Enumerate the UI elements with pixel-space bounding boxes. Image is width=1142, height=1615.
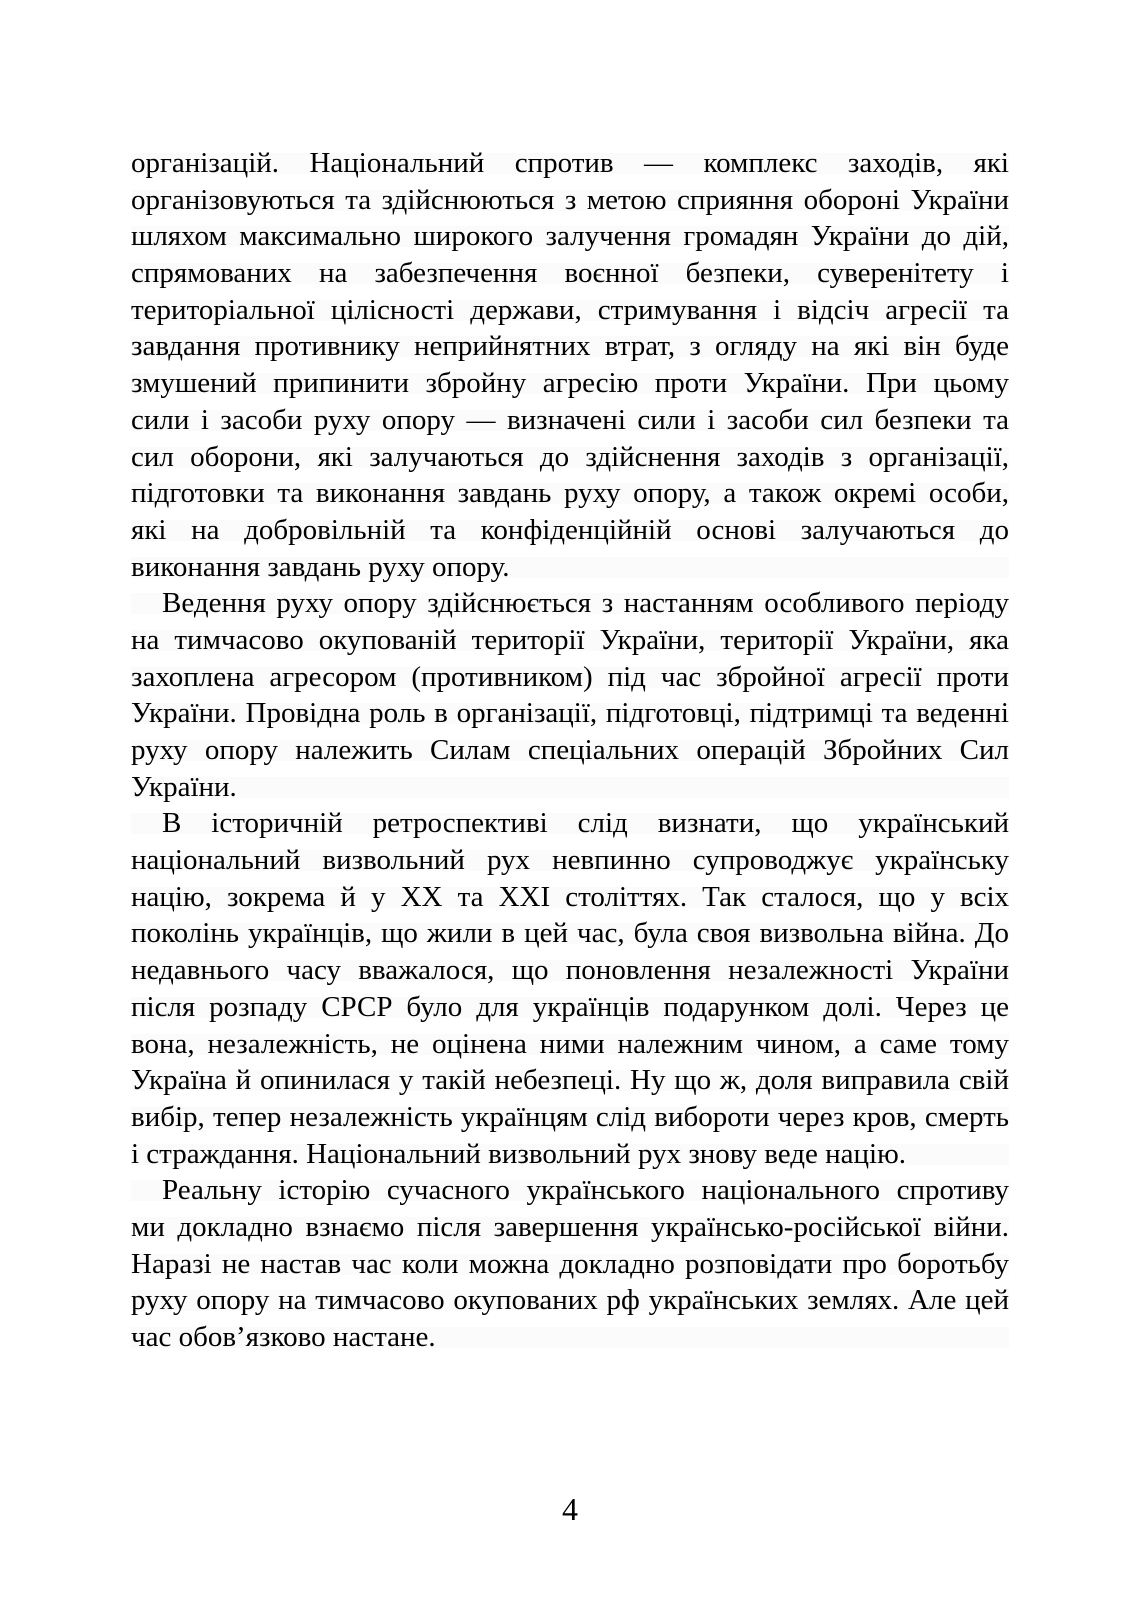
text-line: Ведення руху опору здійснюється з настанням особливого періоду [131, 585, 1009, 622]
page-number: 4 [562, 1491, 578, 1527]
text-line: поколінь українців, що жили в цей час, була своя визвольна війна. До [131, 915, 1009, 952]
text-line: вибір, тепер незалежність українцям слід вибороти через кров, смерть [131, 1099, 1009, 1136]
text-line: підготовки та виконання завдань руху опору, а також окремі особи, [131, 475, 1009, 512]
text-line: ми докладно взнаємо після завершення українсько-російської війни. [131, 1209, 1009, 1246]
text-line: недавнього часу вважалося, що поновлення незалежності України [131, 952, 1009, 989]
text-line: України. Провідна роль в організації, підготовці, підтримці та веденні [131, 695, 1009, 732]
text-line: Україна й опинилася у такій небезпеці. Ну що ж, доля виправила свій [131, 1062, 1009, 1099]
text-line: які на добровільній та конфіденційній основі залучаються до [131, 512, 1009, 549]
text-line: час обов’язково настане. [131, 1319, 1009, 1356]
text-line: після розпаду СРСР було для українців подарунком долі. Через це [131, 989, 1009, 1026]
text-line: на тимчасово окупованій території України, території України, яка [131, 622, 1009, 659]
text-line: сил оборони, які залучаються до здійснення заходів з організації, [131, 439, 1009, 476]
text-line: виконання завдань руху опору. [131, 549, 1009, 586]
text-line: змушений припинити збройну агресію проти України. При цьому [131, 365, 1009, 402]
text-line: руху опору на тимчасово окупованих рф українських землях. Але цей [131, 1282, 1009, 1319]
text-line: В історичній ретроспективі слід визнати, що український [131, 805, 1009, 842]
text-line: вона, незалежність, не оцінена ними належним чином, а саме тому [131, 1026, 1009, 1063]
text-line: спрямованих на забезпечення воєнної безпеки, суверенітету і [131, 255, 1009, 292]
text-line: Реальну історію сучасного українського національного спротиву [131, 1172, 1009, 1209]
text-line: Наразі не настав час коли можна докладно розповідати про боротьбу [131, 1246, 1009, 1283]
text-line: територіальної цілісності держави, стримування і відсіч агресії та [131, 292, 1009, 329]
text-line: України. [131, 769, 1009, 806]
text-line: шляхом максимально широкого залучення громадян України до дій, [131, 218, 1009, 255]
page-text [131, 145, 1009, 1356]
text-line: захоплена агресором (противником) під час збройної агресії проти [131, 659, 1009, 696]
text-line: руху опору належить Силам спеціальних операцій Збройних Сил [131, 732, 1009, 769]
text-line: організацій. Національний спротив — комплекс заходів, які [131, 145, 1009, 182]
text-line: сили і засоби руху опору — визначені сили і засоби сил безпеки та [131, 402, 1009, 439]
text-line: націю, зокрема й у XX та XXI століттях. Так сталося, що у всіх [131, 879, 1009, 916]
text-line: і страждання. Національний визвольний рух знову веде націю. [131, 1136, 1009, 1173]
text-line: організовуються та здійснюються з метою сприяння обороні України [131, 182, 1009, 219]
text-line: національний визвольний рух невпинно супроводжує українську [131, 842, 1009, 879]
text-line: завдання противнику неприйнятних втрат, з огляду на які він буде [131, 328, 1009, 365]
